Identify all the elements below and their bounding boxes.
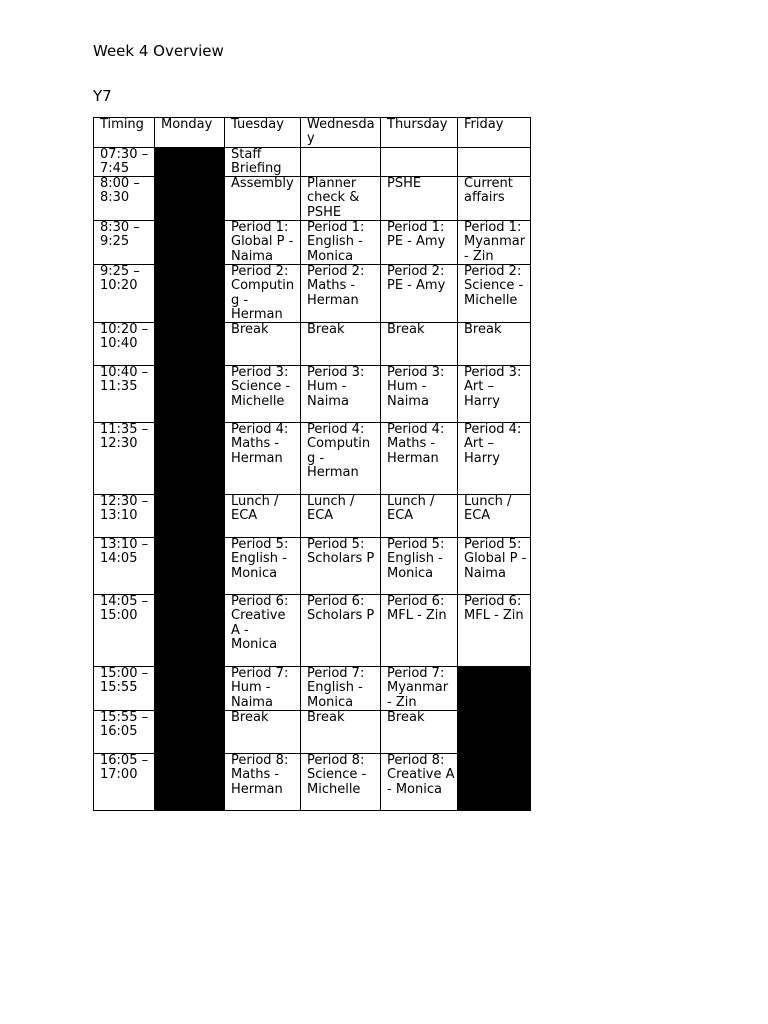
lesson-cell-wednesday: Period 3: Hum - Naima	[301, 366, 381, 423]
lesson-cell-tuesday: Period 7: Hum - Naima	[225, 667, 301, 711]
lesson-cell-tuesday: Period 6: Creative A - Monica	[225, 595, 301, 667]
table-row	[94, 495, 531, 538]
timing-cell: 8:00 – 8:30	[94, 177, 155, 221]
lesson-cell-wednesday: Period 8: Science - Michelle	[301, 754, 381, 811]
timing-cell: 11:35 – 12:30	[94, 423, 155, 495]
lesson-cell-thursday: PSHE	[381, 177, 458, 221]
table-row	[94, 667, 531, 711]
lesson-cell-friday	[458, 147, 531, 177]
timing-cell: 13:10 – 14:05	[94, 538, 155, 595]
lesson-cell-thursday: Period 3: Hum - Naima	[381, 366, 458, 423]
page-title: Week 4 Overview	[93, 42, 224, 60]
lesson-cell-tuesday: Period 8: Maths - Herman	[225, 754, 301, 811]
lesson-cell-tuesday: Staff Briefing	[225, 147, 301, 177]
column-header-timing: Timing	[94, 118, 155, 148]
timing-cell: 12:30 – 13:10	[94, 495, 155, 538]
lesson-cell-friday: Break	[458, 323, 531, 366]
blocked-cell-monday	[155, 264, 225, 322]
timing-cell: 15:55 – 16:05	[94, 711, 155, 754]
lesson-cell-thursday: Period 4: Maths - Herman	[381, 423, 458, 495]
lesson-cell-wednesday: Period 7: English - Monica	[301, 667, 381, 711]
lesson-cell-friday: Period 5: Global P - Naima	[458, 538, 531, 595]
blocked-cell-monday	[155, 538, 225, 595]
lesson-cell-tuesday: Assembly	[225, 177, 301, 221]
lesson-cell-wednesday	[301, 147, 381, 177]
timing-cell: 07:30 – 7:45	[94, 147, 155, 177]
lesson-cell-tuesday: Period 2: Computing - Herman	[225, 264, 301, 322]
table-row	[94, 264, 531, 322]
lesson-cell-thursday: Break	[381, 323, 458, 366]
lesson-cell-friday: Period 2: Science - Michelle	[458, 264, 531, 322]
table-row	[94, 147, 531, 177]
column-header-friday: Friday	[458, 118, 531, 148]
lesson-cell-thursday: Lunch / ECA	[381, 495, 458, 538]
column-header-tuesday: Tuesday	[225, 118, 301, 148]
blocked-cell-monday	[155, 595, 225, 667]
lesson-cell-thursday: Period 2: PE - Amy	[381, 264, 458, 322]
table-row	[94, 423, 531, 495]
table-row	[94, 366, 531, 423]
lesson-cell-wednesday: Period 1: English - Monica	[301, 221, 381, 265]
blocked-cell-monday	[155, 147, 225, 177]
lesson-cell-tuesday: Period 5: English - Monica	[225, 538, 301, 595]
lesson-cell-friday: Lunch / ECA	[458, 495, 531, 538]
timing-cell: 14:05 – 15:00	[94, 595, 155, 667]
column-header-thursday: Thursday	[381, 118, 458, 148]
lesson-cell-friday: Period 3: Art – Harry	[458, 366, 531, 423]
lesson-cell-wednesday: Period 5: Scholars P	[301, 538, 381, 595]
table-row	[94, 177, 531, 221]
timing-cell: 10:20 – 10:40	[94, 323, 155, 366]
timetable-header-row	[94, 118, 531, 148]
lesson-cell-thursday: Break	[381, 711, 458, 754]
lesson-cell-wednesday: Planner check & PSHE	[301, 177, 381, 221]
blocked-cell-monday	[155, 667, 225, 711]
lesson-cell-wednesday: Lunch / ECA	[301, 495, 381, 538]
lesson-cell-tuesday: Period 1: Global P - Naima	[225, 221, 301, 265]
blocked-cell-monday	[155, 177, 225, 221]
lesson-cell-thursday: Period 8: Creative A - Monica	[381, 754, 458, 811]
table-row	[94, 754, 531, 811]
blocked-cell-monday	[155, 711, 225, 754]
lesson-cell-thursday	[381, 147, 458, 177]
timing-cell: 15:00 – 15:55	[94, 667, 155, 711]
lesson-cell-wednesday: Break	[301, 711, 381, 754]
blocked-cell-friday	[458, 711, 531, 754]
lesson-cell-friday: Period 6: MFL - Zin	[458, 595, 531, 667]
year-group-heading: Y7	[93, 87, 112, 105]
column-header-monday: Monday	[155, 118, 225, 148]
timing-cell: 9:25 – 10:20	[94, 264, 155, 322]
lesson-cell-friday: Current affairs	[458, 177, 531, 221]
lesson-cell-wednesday: Period 4: Computing - Herman	[301, 423, 381, 495]
lesson-cell-thursday: Period 7: Myanmar - Zin	[381, 667, 458, 711]
table-row	[94, 323, 531, 366]
lesson-cell-thursday: Period 1: PE - Amy	[381, 221, 458, 265]
blocked-cell-monday	[155, 366, 225, 423]
lesson-cell-tuesday: Break	[225, 711, 301, 754]
blocked-cell-monday	[155, 423, 225, 495]
lesson-cell-thursday: Period 5: English - Monica	[381, 538, 458, 595]
lesson-cell-friday: Period 4: Art – Harry	[458, 423, 531, 495]
lesson-cell-tuesday: Lunch / ECA	[225, 495, 301, 538]
table-row	[94, 595, 531, 667]
lesson-cell-wednesday: Break	[301, 323, 381, 366]
lesson-cell-wednesday: Period 6: Scholars P	[301, 595, 381, 667]
blocked-cell-monday	[155, 221, 225, 265]
table-row	[94, 221, 531, 265]
timing-cell: 16:05 – 17:00	[94, 754, 155, 811]
blocked-cell-monday	[155, 323, 225, 366]
table-row	[94, 538, 531, 595]
blocked-cell-monday	[155, 495, 225, 538]
table-row	[94, 711, 531, 754]
blocked-cell-friday	[458, 667, 531, 711]
blocked-cell-friday	[458, 754, 531, 811]
timing-cell: 8:30 – 9:25	[94, 221, 155, 265]
timetable	[93, 117, 531, 811]
lesson-cell-thursday: Period 6: MFL - Zin	[381, 595, 458, 667]
blocked-cell-monday	[155, 754, 225, 811]
lesson-cell-friday: Period 1: Myanmar - Zin	[458, 221, 531, 265]
lesson-cell-tuesday: Break	[225, 323, 301, 366]
lesson-cell-tuesday: Period 3: Science - Michelle	[225, 366, 301, 423]
column-header-wednesday: Wednesday	[301, 118, 381, 148]
timing-cell: 10:40 – 11:35	[94, 366, 155, 423]
lesson-cell-wednesday: Period 2: Maths - Herman	[301, 264, 381, 322]
lesson-cell-tuesday: Period 4: Maths - Herman	[225, 423, 301, 495]
